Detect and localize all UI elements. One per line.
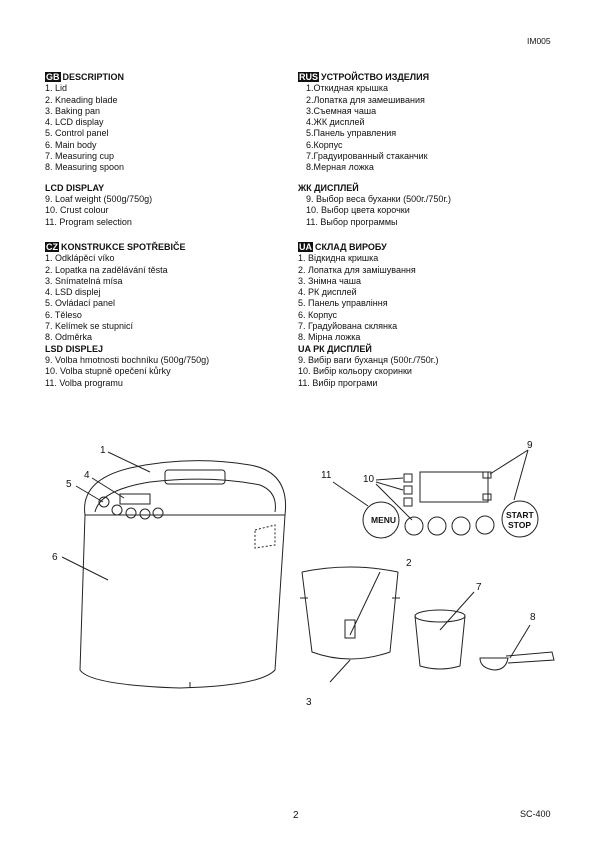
list-item: 3. Snímatelná mísa (45, 275, 123, 286)
measuring-cup-illustration (415, 592, 474, 669)
baking-pan-illustration (300, 567, 400, 682)
list-item: 11. Volba programu (45, 377, 123, 388)
bread-maker-illustration (62, 452, 286, 688)
list-item: 9. Выбор веса буханки (500г./750г.) (306, 193, 452, 204)
list-item: 6. Корпус (298, 309, 338, 320)
start-button-label: START (506, 510, 534, 520)
label-11: 11 (321, 470, 332, 481)
list-item: 3. Знімна чаша (298, 275, 361, 286)
label-3: 3 (306, 697, 312, 708)
rus-lcd-heading: ЖК ДИСПЛЕЙ (298, 182, 359, 193)
stop-button-label: STOP (508, 520, 531, 530)
list-item: 8. Measuring spoon (45, 162, 125, 173)
list-item: 6.Корпус (306, 139, 343, 150)
list-item: 4. LSD displej (45, 287, 101, 298)
cz-lcd-list (45, 355, 209, 389)
ua-list (298, 253, 438, 343)
gb-heading: GB DESCRIPTION (46, 72, 125, 82)
list-item: 9. Volba hmotnosti bochníku (500g/750g) (45, 354, 210, 365)
list-item: 5. Control panel (45, 128, 109, 139)
list-item: 4. LCD display (45, 117, 104, 128)
ua-heading: UA СКЛАД ВИРОБУ (299, 242, 387, 252)
list-item: 1.Откидная крышка (306, 83, 388, 94)
cz-section (45, 242, 209, 389)
list-item: 5.Панель управления (306, 128, 397, 139)
list-item: 10. Crust colour (45, 205, 109, 216)
label-9: 9 (527, 440, 533, 451)
list-item: 7.Градуированный стаканчик (306, 151, 428, 162)
parts-diagram (0, 420, 595, 720)
cz-tag: CZ (46, 242, 58, 252)
label-7: 7 (476, 582, 482, 593)
ua-lcd-list (298, 355, 438, 389)
model-number: SC-400 (520, 809, 551, 819)
list-item: 2. Kneading blade (45, 94, 118, 105)
list-item: 9. Loaf weight (500g/750g) (45, 193, 153, 204)
list-item: 5. Панель управління (298, 298, 388, 309)
rus-list (298, 83, 451, 173)
list-item: 2.Лопатка для замешивания (306, 94, 425, 105)
list-item: 10. Volba stupně opečení kůrky (45, 366, 171, 377)
list-item: 1. Lid (45, 83, 68, 94)
list-item: 11. Выбор программы (306, 216, 398, 227)
list-item: 6. Main body (45, 139, 97, 150)
list-item: 3. Baking pan (45, 105, 101, 116)
list-item: 8.Мерная ложка (306, 162, 374, 173)
label-10: 10 (363, 474, 375, 485)
list-item: 10. Выбор цвета корочки (306, 205, 410, 216)
gb-lcd-heading: LCD DISPLAY (45, 182, 105, 193)
label-6: 6 (52, 552, 58, 563)
list-item: 4.ЖК дисплей (306, 117, 365, 128)
menu-button-label: MENU (371, 515, 397, 525)
list-item: 7. Kelímek se stupnicí (45, 321, 134, 332)
list-item: 8. Мірна ложка (298, 332, 361, 343)
gb-list (45, 83, 152, 173)
measuring-spoon-illustration (480, 625, 554, 670)
label-2: 2 (406, 558, 412, 569)
label-4: 4 (84, 470, 90, 481)
rus-heading: RUS УСТРОЙСТВО ИЗДЕЛИЯ (299, 72, 430, 82)
list-item: 9. Вибір ваги буханця (500г./750г.) (298, 354, 439, 365)
rus-tag: RUS (299, 72, 319, 82)
cz-list (45, 253, 209, 343)
list-item: 2. Lopatka na zadělávání těsta (45, 264, 168, 275)
list-item: 1. Відкидна кришка (298, 253, 379, 264)
list-item: 10. Вибір кольору скоринки (298, 366, 412, 377)
cz-heading: CZ KONSTRUKCE SPOTŘEBIČE (46, 242, 186, 252)
label-8: 8 (530, 612, 536, 623)
rus-lcd-list (298, 194, 451, 228)
ua-section (298, 242, 438, 389)
list-item: 11. Вибір програми (298, 377, 378, 388)
list-item: 8. Odměrka (45, 332, 93, 343)
list-item: 7. Measuring cup (45, 151, 115, 162)
label-5: 5 (66, 479, 72, 490)
gb-lcd-list (45, 194, 152, 228)
list-item: 11. Program selection (45, 216, 132, 227)
list-item: 4. РК дисплей (298, 287, 357, 298)
page-number: 2 (293, 810, 299, 821)
list-item: 7. Градуйована склянка (298, 321, 398, 332)
gb-section (45, 72, 152, 228)
list-item: 5. Ovládací panel (45, 298, 116, 309)
ua-tag: UA (299, 242, 312, 252)
rus-section (298, 72, 451, 228)
list-item: 3.Съемная чаша (306, 105, 377, 116)
label-1: 1 (100, 445, 106, 456)
ua-lcd-heading: UA РК ДИСПЛЕЙ (298, 343, 372, 354)
doc-code: IM005 (527, 36, 551, 46)
cz-lcd-heading: LSD DISPLEJ (45, 343, 104, 354)
list-item: 1. Odklápěcí víko (45, 253, 115, 264)
list-item: 2. Лопатка для замішування (298, 264, 416, 275)
gb-tag: GB (46, 72, 60, 82)
list-item: 6. Těleso (45, 309, 82, 320)
